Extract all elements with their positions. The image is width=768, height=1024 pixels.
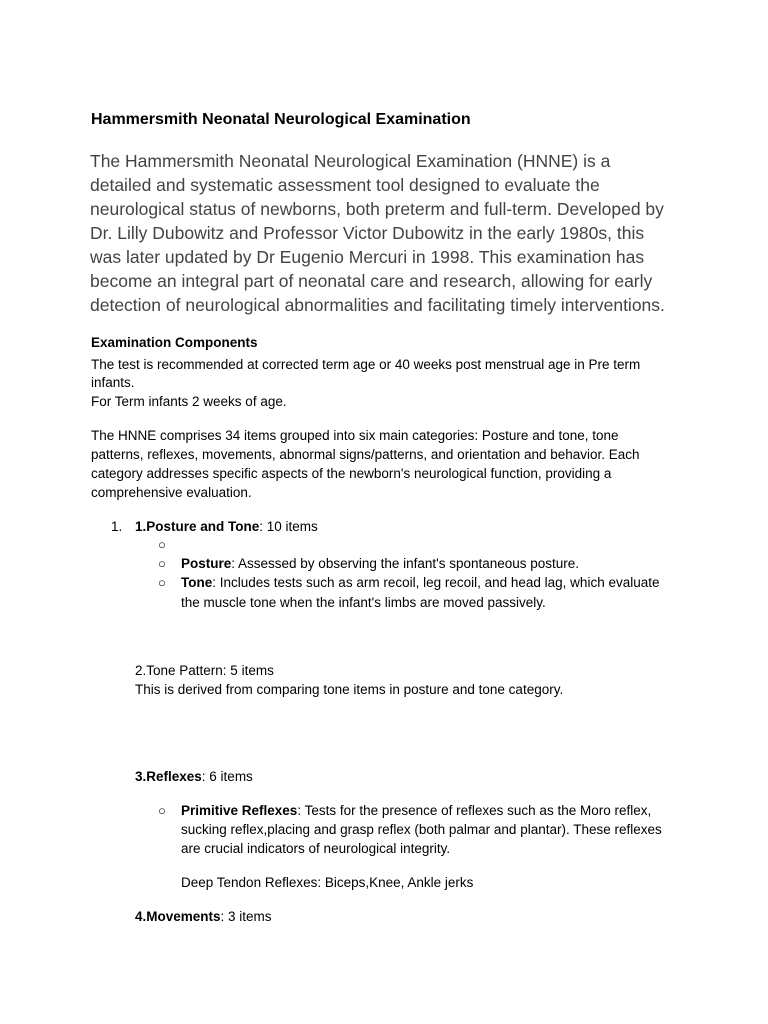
item-text: : Includes tests such as arm recoil, leg recoil, and head lag, which evaluate — [212, 575, 660, 590]
category-count: : 3 items — [220, 909, 272, 924]
category-title: 4.Movements — [135, 909, 221, 924]
recommend-line: For Term infants 2 weeks of age. — [91, 394, 287, 409]
intro-line: become an integral part of neonatal care and research, allowing for early — [90, 271, 653, 291]
tone-item — [181, 573, 660, 592]
components-heading: Examination Components — [91, 335, 258, 350]
category-count: : 6 items — [201, 769, 253, 784]
recommend-line: The test is recommended at corrected term age or 40 weeks post menstrual age in Pre term — [91, 357, 641, 372]
primitive-reflexes-continued: are crucial indicators of neurological integrity. — [181, 841, 451, 856]
intro-paragraph — [90, 149, 680, 317]
bullet-icon: ○ — [158, 803, 166, 818]
item-text: : Assessed by observing the infant's spontaneous posture. — [231, 556, 580, 571]
category-title: 3.Reflexes — [135, 769, 202, 784]
category-posture-tone — [135, 517, 318, 536]
item-text: : Tests for the presence of reflexes such as the Moro reflex, — [297, 803, 652, 818]
category-reflexes — [135, 767, 253, 786]
intro-line: neurological status of newborns, both preterm and full-term. Developed by — [90, 199, 664, 219]
intro-line: detection of neurological abnormalities and facilitating timely interventions. — [90, 295, 665, 315]
bullet-icon: ○ — [158, 537, 166, 552]
category-title: 1.Posture and Tone — [135, 519, 260, 534]
hnne-line: comprehensive evaluation. — [91, 485, 252, 500]
item-title: Posture — [181, 556, 232, 571]
intro-line: The Hammersmith Neonatal Neurological Examination (HNNE) is a — [90, 151, 611, 171]
category-movements — [135, 907, 272, 926]
deep-tendon-reflexes: Deep Tendon Reflexes: Biceps,Knee, Ankle jerks — [181, 875, 474, 890]
hnne-line: patterns, reflexes, movements, abnormal signs/patterns, and orientation and behavior. Each — [91, 447, 640, 462]
bullet-icon: ○ — [158, 575, 166, 590]
list-number: 1. — [111, 519, 123, 534]
primitive-reflexes-continued: sucking reflex,placing and grasp reflex (both palmar and plantar). These reflexes — [181, 822, 662, 837]
intro-line: Dr. Lilly Dubowitz and Professor Victor Dubowitz in the early 1980s, this — [90, 223, 645, 243]
tone-pattern-description: This is derived from comparing tone items in posture and tone category. — [135, 682, 564, 697]
hnne-line: category addresses specific aspects of the newborn's neurological function, providing a — [91, 466, 612, 481]
intro-line: detailed and systematic assessment tool designed to evaluate the — [90, 175, 600, 195]
category-count: : 10 items — [259, 519, 318, 534]
primitive-reflexes-item — [181, 801, 651, 820]
bullet-icon: ○ — [158, 556, 166, 571]
document-title: Hammersmith Neonatal Neurological Examination — [91, 111, 471, 128]
intro-line: was later updated by Dr Eugenio Mercuri in 1998. This examination has — [90, 247, 645, 267]
item-title: Tone — [181, 575, 213, 590]
posture-item — [181, 554, 579, 573]
hnne-line: The HNNE comprises 34 items grouped into six main categories: Posture and tone, tone — [91, 428, 619, 443]
item-title: Primitive Reflexes — [181, 803, 298, 818]
category-tone-pattern: 2.Tone Pattern: 5 items — [135, 663, 274, 678]
recommend-line: infants. — [91, 375, 135, 390]
tone-item-continued: the muscle tone when the infant's limbs are moved passively. — [181, 595, 546, 610]
